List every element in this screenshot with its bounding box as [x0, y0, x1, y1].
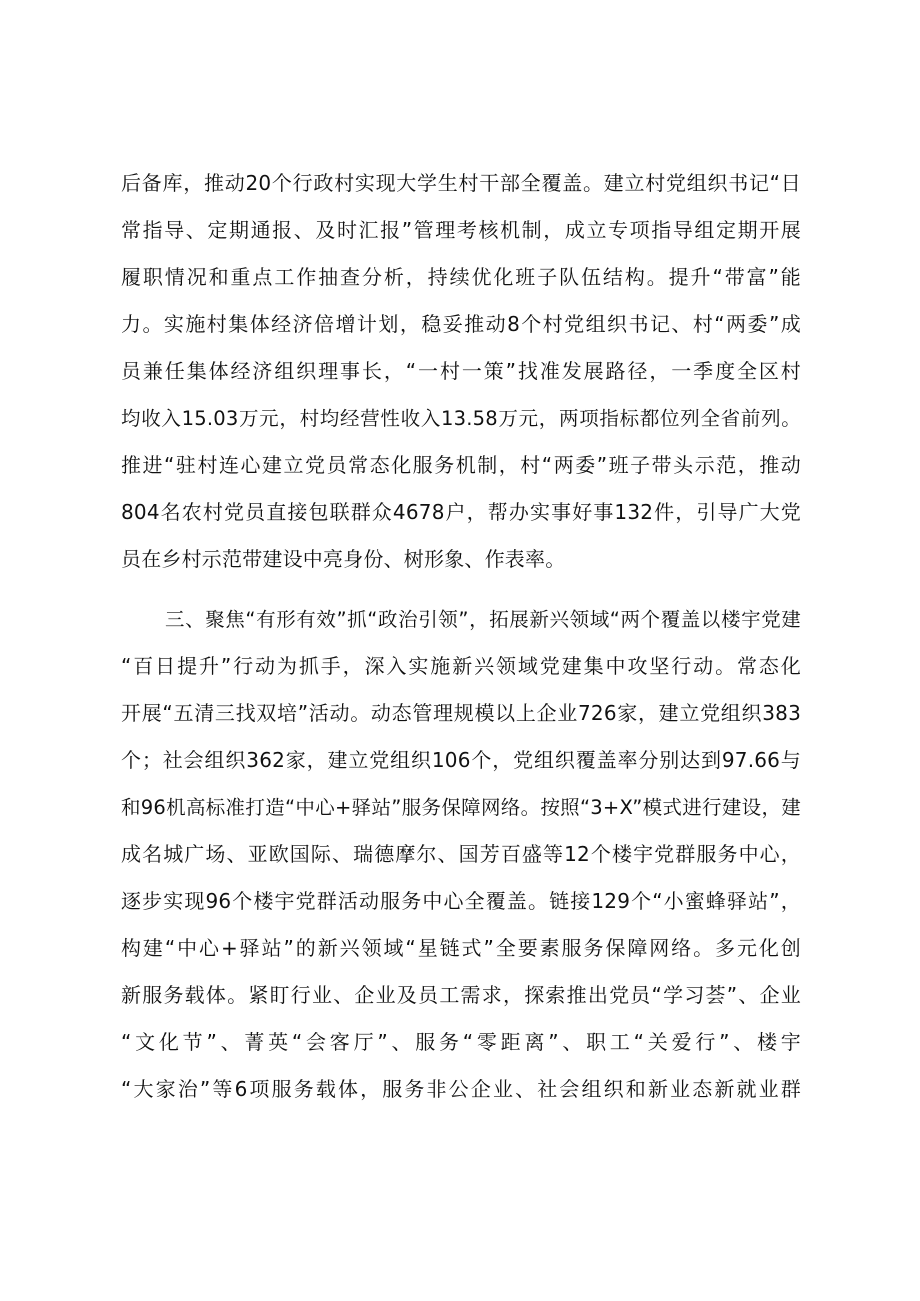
text-line: 804名农村党员直接包联群众4678户，帮办实事好事132件，引导广大党 — [121, 500, 801, 524]
paragraph-village-cadres — [121, 160, 801, 583]
text-line: 成名城广场、亚欧国际、瑞德摩尔、国芳百盛等12个楼宇党群服务中心， — [121, 842, 801, 866]
text-line: “文化节”、菁英“会客厅”、服务“零距离”、职工“关爱行”、楼宇 — [121, 1030, 801, 1054]
paragraph-gap — [121, 583, 801, 596]
text-line: 履职情况和重点工作抽查分析，持续优化班子队伍结构。提升“带富”能 — [121, 265, 801, 289]
text-line: 个；社会组织362家，建立党组织106个，党组织覆盖率分别达到97.66与 — [121, 748, 801, 772]
text-line: “百日提升”行动为抓手，深入实施新兴领域党建集中攻坚行动。常态化 — [121, 654, 801, 678]
text-line: 逐步实现96个楼宇党群活动服务中心全覆盖。链接129个“小蜜蜂驿站”， — [121, 889, 801, 913]
text-line: 和96机高标准打造“中心+驿站”服务保障网络。按照“3+X”模式进行建设，建 — [121, 796, 801, 819]
section-heading-line: 三、聚焦“有形有效”抓“政治引领”，拓展新兴领域“两个覆盖以楼宇党建 — [165, 608, 801, 631]
text-line: 后备库，推动20个行政村实现大学生村干部全覆盖。建立村党组织书记“日 — [121, 171, 801, 195]
text-line: 员兼任集体经济组织理事长，“一村一策”找准发展路径，一季度全区村 — [121, 359, 801, 383]
document-body — [121, 160, 801, 1113]
text-line: “大家治”等6项服务载体，服务非公企业、社会组织和新业态新就业群 — [121, 1077, 801, 1101]
text-line: 力。实施村集体经济倍增计划，稳妥推动8个村党组织书记、村“两委”成 — [121, 312, 801, 336]
text-line: 推进“驻村连心建立党员常态化服务机制，村“两委”班子带头示范，推动 — [121, 453, 801, 477]
text-line: 新服务载体。紧盯行业、企业及员工需求，探索推出党员“学习荟”、企业 — [121, 983, 801, 1007]
text-line: 开展“五清三找双培”活动。动态管理规模以上企业726家，建立党组织383 — [121, 701, 801, 725]
text-line: 员在乡村示范带建设中亮身份、树形象、作表率。 — [121, 547, 566, 571]
text-line: 构建“中心+驿站”的新兴领域“星链式”全要素服务保障网络。多元化创 — [121, 936, 801, 960]
text-line: 常指导、定期通报、及时汇报”管理考核机制，成立专项指导组定期开展 — [121, 218, 801, 242]
text-line: 均收入15.03万元，村均经营性收入13.58万元，两项指标都位列全省前列。 — [121, 407, 801, 430]
paragraph-new-fields — [121, 596, 801, 1113]
